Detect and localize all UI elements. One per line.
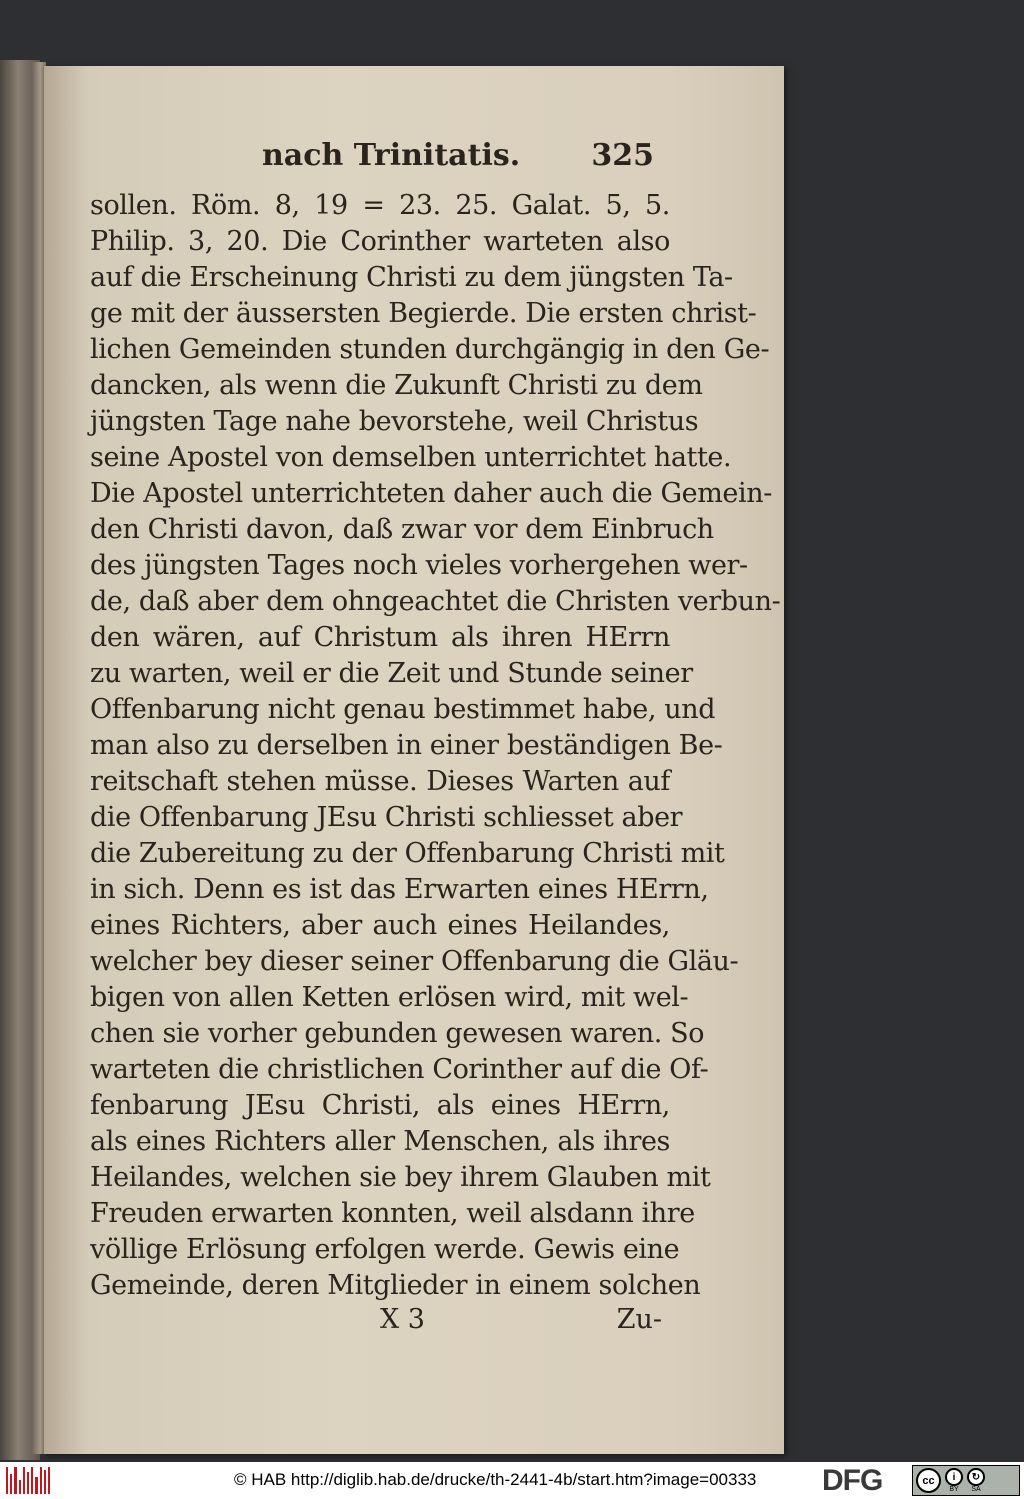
text-line: eines Richters, aber auch eines Heilandes, [90, 910, 670, 941]
text-line: bigen von allen Ketten erlösen wird, mit wel- [90, 982, 689, 1013]
text-line: die Zubereitung zu der Offenbarung Christi mit [90, 838, 725, 869]
page-footer [90, 1304, 670, 1344]
text-line: des jüngsten Tages noch vieles vorhergehen wer- [90, 550, 748, 581]
text-line: seine Apostel von demselben unterrichtet hatte. [90, 442, 732, 473]
text-line: völlige Erlösung erfolgen werde. Gewis eine [90, 1234, 680, 1265]
signature-mark: X 3 [380, 1304, 425, 1335]
text-line: Heilandes, welchen sie bey ihrem Glauben mit [90, 1162, 711, 1193]
text-line: ge mit der äussersten Begierde. Die ersten christ- [90, 298, 757, 329]
attribution-bar [0, 1462, 1024, 1499]
text-line: fenbarung JEsu Christi, als eines HErrn, [90, 1090, 670, 1121]
text-line: auf die Erscheinung Christi zu dem jüngsten Ta- [90, 262, 733, 293]
running-title: nach Trinitatis. [262, 138, 521, 173]
text-line: chen sie vorher gebunden gewesen waren. So [90, 1018, 705, 1049]
cc-sa-label: SA [971, 1486, 981, 1493]
text-line: Philip. 3, 20. Die Corinther warteten also [90, 226, 670, 257]
text-line: in sich. Denn es ist das Erwarten eines HErrn, [90, 874, 709, 905]
text-line: dancken, als wenn die Zukunft Christi zu dem [90, 370, 703, 401]
catchword: Zu- [616, 1304, 662, 1335]
text-line: den Christi davon, daß zwar vor dem Einbruch [90, 514, 714, 545]
text-line: sollen. Röm. 8, 19 = 23. 25. Galat. 5, 5. [90, 190, 670, 221]
text-line: Offenbarung nicht genau bestimmet habe, und [90, 694, 716, 725]
text-line: man also zu derselben in einer beständigen Be- [90, 730, 723, 761]
cc-sa-block [967, 1468, 985, 1493]
text-line: als eines Richters aller Menschen, als ihres [90, 1126, 670, 1157]
text-line: reitschaft stehen müsse. Dieses Warten auf [90, 766, 670, 797]
page-text-block [90, 132, 781, 1344]
running-head [90, 132, 670, 188]
copyright-link[interactable]: © HAB http://diglib.hab.de/drucke/th-2441-4b/start.htm?image=00333 [234, 1470, 757, 1489]
text-line: Die Apostel unterrichteten daher auch die Gemein- [90, 478, 772, 509]
hab-barcode-logo-icon [6, 1467, 50, 1494]
cc-icon: cc [916, 1468, 941, 1493]
text-line: Freuden erwarten konnten, weil alsdann ihre [90, 1198, 695, 1229]
text-line: die Offenbarung JEsu Christi schliesset aber [90, 802, 683, 833]
text-line: jüngsten Tage nahe bevorstehe, weil Christus [90, 406, 699, 437]
text-line: den wären, auf Christum als ihren HErrn [90, 622, 670, 653]
text-line: lichen Gemeinden stunden durchgängig in den Ge- [90, 334, 770, 365]
share-alike-icon: ↻ [967, 1468, 985, 1486]
text-line: warteten die christlichen Corinther auf die Of- [90, 1054, 709, 1085]
text-line: Gemeinde, deren Mitglieder in einem solchen [90, 1270, 701, 1301]
cc-license-badge[interactable] [912, 1465, 1020, 1496]
cc-by-label: BY [949, 1486, 959, 1493]
text-line: zu warten, weil er die Zeit und Stunde seiner [90, 658, 693, 689]
text-line: welcher bey dieser seiner Offenbarung die Gläu- [90, 946, 739, 977]
cc-by-block [945, 1468, 963, 1493]
dfg-logo: DFG [822, 1464, 883, 1497]
page-number: 325 [591, 138, 654, 173]
text-line: de, daß aber dem ohngeachtet die Christen verbun- [90, 586, 781, 617]
person-icon: i [945, 1468, 963, 1486]
